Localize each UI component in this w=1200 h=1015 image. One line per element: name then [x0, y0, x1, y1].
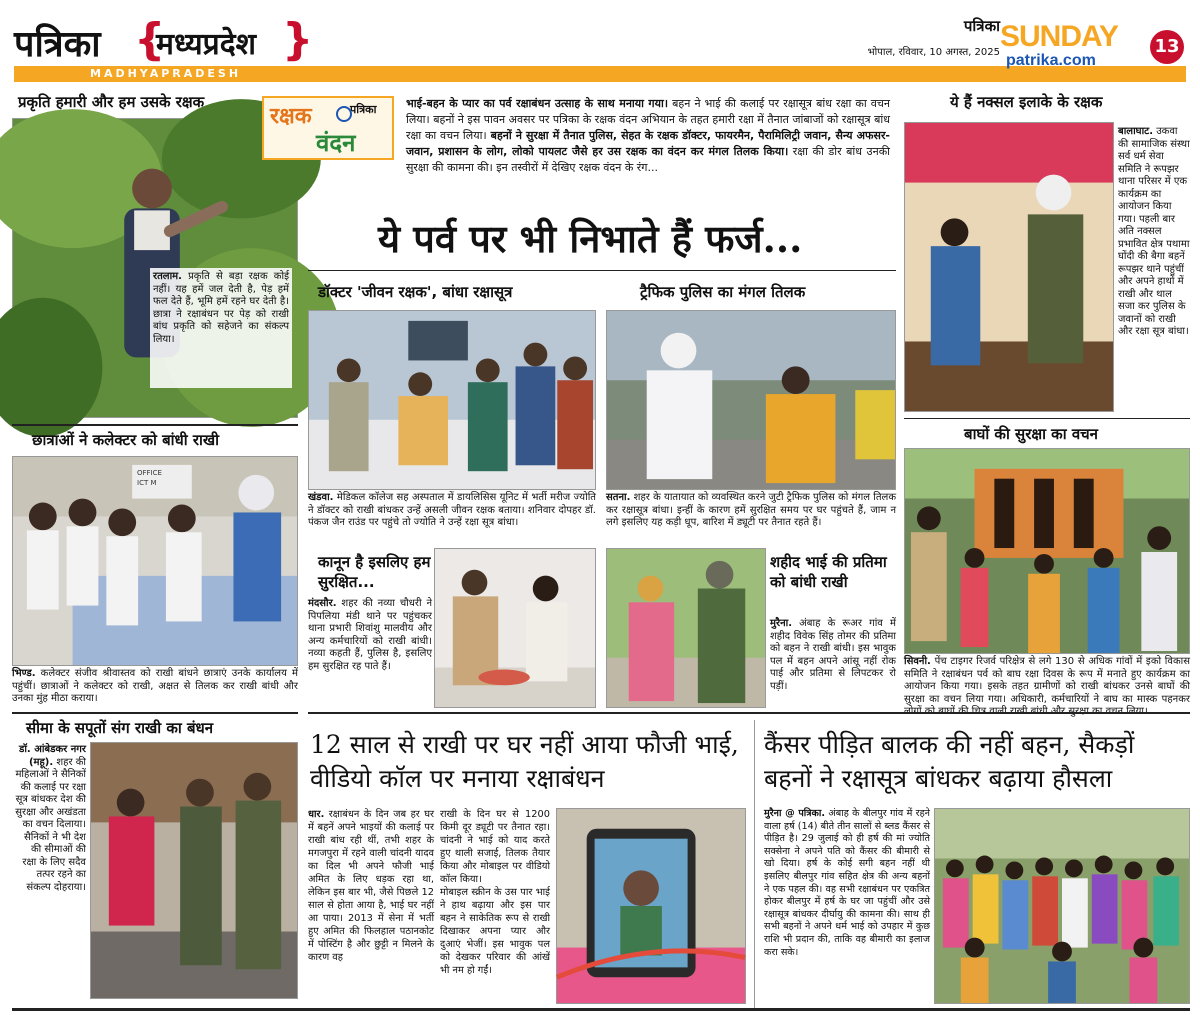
logo-brand: पत्रिका	[350, 103, 377, 116]
doctor-text: मेडिकल कॉलेज सह अस्पताल में डायलिसिस यूनिट में भर्ती मरीज ज्योति ने डॉक्टर को राखी बांधकर उन्हें असली जीवन रक्षक बताया। शनिवार दोपहर डॉ. पंकज जैन राउंड पर पहुंचे तो ज्योति ने उन्हें रक्षा सूत्र बांधा।	[308, 492, 596, 528]
collector-headline: छात्राओं ने कलेक्टर को बांधी राखी	[32, 431, 220, 449]
intro-body: बहन ने भाई की कलाई पर रक्षासूत्र बांध रक्षा का वचन लिया। बहनों ने इस पावन अवसर पर पत्रिका के रक्षक वंदन अभियान के तहत हमारी रक्षा में तैनात जांबाजों को रक्षासूत्र बांध रक्षा का वचन लिया।	[406, 97, 890, 142]
soldier-photo	[556, 808, 746, 1004]
tiger-place: सिवनी.	[904, 656, 931, 667]
divider	[308, 270, 896, 271]
traffic-place: सतना.	[606, 492, 631, 503]
collector-text: कलेक्टर संजीव श्रीवास्तव को राखी बांधने छात्राएं उनके कार्यालय में पहुंचीं। छात्राओं ने कलेक्टर को राखी, अक्षत से तिलक कर राखी बांधी और उनका मुंह मीठा कराया।	[12, 668, 298, 704]
doctor-caption	[308, 492, 596, 536]
intro-end: रक्षा की डोर बांध उनकी सुरक्षा की कामना की। इन तस्वीरों में देखिए रक्षक वंदन के रंग...	[406, 145, 890, 174]
divider-vertical	[754, 720, 755, 1010]
traffic-caption	[606, 492, 896, 536]
office-sign-2: ICT M	[137, 479, 157, 487]
nature-caption	[150, 268, 292, 388]
naxal-text: उकवा की सामाजिक संस्था सर्व धर्म सेवा समिति ने रूपझर थाना परिसर में एक कार्यक्रम का आयोजन किया गया। पहली बार अति नक्सल प्रभावित क्षेत्र पथामा घोंदी की बैगा बहनें रूपझर थाने पहुंचीं और अपने हाथों में राखी और थाल सजा कर पुलिस के जवानों को राखी और रक्षा सूत्र बांधा।	[1118, 126, 1190, 337]
martyr-title: शहीद भाई की प्रतिमा को बांधी राखी	[770, 553, 887, 591]
nature-text: प्रकृति से बड़ा रक्षक कोई नहीं। यह हमें जल देती है, पेड़ हमें फल देते हैं, भूमि हमें रहने घर देती है। छात्रा ने रक्षाबंधन पर पेड़ को राखी बांध प्रकृति को सहेजने का संकल्प लिया।	[153, 271, 289, 345]
law-photo	[434, 548, 596, 708]
naxal-photo	[904, 122, 1114, 412]
doctor-headline: डॉक्टर 'जीवन रक्षक', बांधा रक्षासूत्र	[318, 283, 513, 301]
paper-small: पत्रिका	[963, 17, 1000, 35]
doctor-place: खंडवा.	[308, 492, 334, 503]
traffic-headline: ट्रैफिक पुलिस का मंगल तिलक	[640, 283, 806, 301]
law-place: मंदसौर.	[308, 598, 337, 609]
law-title: कानून है इसलिए हम सुरक्षित...	[318, 553, 431, 591]
border-headline: सीमा के सपूतों संग राखी का बंधन	[26, 719, 214, 737]
divider	[12, 424, 298, 426]
logo-text-1: रक्षक	[270, 103, 312, 129]
divider	[308, 712, 1190, 714]
tiger-text: पेंच टाइगर रिजर्व परिक्षेत्र से लगे 130 से अधिक गांवों में इको विकास समिति ने रक्षाबंधन पर्व को बाघ रक्षा दिवस के रूप में मनाते हुए कार्यक्रम का आयोजन किया गया। इसके तहत ग्रामीणों को राखी बांधकर उनसे बाघों की सुरक्षा का वचन लिया गया। अधिकारी, कर्मचारियों ने बाघ का मास्क पहनकर	[904, 656, 1190, 705]
soldier-place: धार.	[308, 809, 325, 820]
logo-text-2: वंदन	[316, 128, 356, 157]
site-url: patrika.com	[1006, 52, 1096, 69]
martyr-place: मुरैना.	[770, 618, 793, 629]
tiger-caption	[904, 656, 1190, 710]
collector-caption	[12, 668, 298, 708]
law-caption	[308, 598, 432, 708]
nature-headline: प्रकृति हमारी और हम उसके रक्षक	[18, 93, 205, 111]
main-headline: ये पर्व पर भी निभाते हैं फर्ज...	[378, 216, 803, 261]
dateline: भोपाल, रविवार, 10 अगस्त, 2025	[867, 47, 1000, 58]
doctor-photo	[308, 310, 596, 490]
border-caption	[14, 744, 86, 999]
soldier-text-3: मोबाइल स्क्रीन के उस पार भाई ने हाथ बढ़ाया और इस पार बहन ने साकेतिक रूप से राखी दिखाकर अपना प्यार और दुआएं भेजीं। इस भावुक पल को देखकर परिवार की आंखें भी नम हो गईं।	[440, 887, 550, 976]
collector-photo	[12, 456, 298, 666]
intro-lead: भाई-बहन के प्यार का पर्व रक्षाबंधन उत्साह के साथ मनाया गया।	[406, 97, 669, 110]
border-photo	[90, 742, 298, 999]
soldier-title: 12 साल से राखी पर घर नहीं आया फौजी भाई, वीडियो कॉल पर मनाया रक्षाबंधन	[310, 730, 739, 793]
naxal-place: बालाघाट.	[1118, 126, 1154, 137]
tiger-photo	[904, 448, 1190, 654]
martyr-text: अंबाह के रूअर गांव में शहीद विवेक सिंह तोमर की प्रतिमा को बहन ने राखी बांधी। इस भावुक पल में बहन अपने आंसू नहीं रोक पाई और प्रतिमा से लिपटकर रो पड़ीं।	[770, 618, 896, 692]
soldier-headline	[310, 728, 750, 796]
edition-name: मध्यप्रदेश	[156, 27, 257, 62]
soldier-col-2	[440, 808, 550, 1004]
brand-name: पत्रिका	[14, 23, 101, 65]
divider	[904, 418, 1190, 419]
soldier-col-1	[308, 808, 434, 1004]
raksha-vandan-logo	[262, 96, 394, 160]
martyr-photo	[606, 548, 766, 708]
collector-place: भिण्ड.	[12, 668, 36, 679]
border-text: शहर की महिलाओं ने सैनिकों की कलाई पर रक्षा सूत्र बांधकर देश की सुरक्षा और अखंडता का वचन दिलाया। सैनिकों ने भी देश की सीमाओं की रक्षा के लिए सदैव तत्पर रहने का संकल्प दोहराया।	[15, 756, 86, 893]
sunday-logo: SUNDAY	[1000, 20, 1118, 53]
divider	[12, 712, 298, 714]
traffic-photo	[606, 310, 896, 490]
bottom-rule	[12, 1008, 1190, 1011]
chakra-icon	[336, 106, 352, 122]
nature-place: रतलाम.	[153, 271, 182, 282]
intro-text	[406, 96, 890, 206]
intro-bold: बहनों ने सुरक्षा में तैनात पुलिस, सेहत के रक्षक डॉक्टर, फायरमैन, पैरामिलिट्री जवान, सैन्य अफसर-जवान, प्रशासन के लोग, लोको पायलट जैसे हर उस रक्षक का वंदन कर मंगल तिलक किया।	[406, 129, 891, 158]
martyr-headline	[770, 552, 896, 592]
brace-left: {	[134, 14, 166, 65]
cancer-place: मुरैना @ पत्रिका.	[764, 808, 826, 819]
cancer-photo	[934, 808, 1190, 1004]
traffic-text: शहर के यातायात को व्यवस्थित करने जुटी ट्रैफिक पुलिस को मंगल तिलक कर रक्षासूत्र बांधा। इन्हीं के कारण हमें सुरक्षित समय पर घर पहुंचते हैं, जाम न लगे इसलिए यह कड़ी धूप, बारिश में ड्यूटी पर तैनात रहते हैं।	[606, 492, 896, 528]
soldier-text-1: रक्षाबंधन के दिन जब हर घर में बहनें अपने भाइयों की कलाई पर राखी बांध रही थीं, तभी शहर के मगजपुरा में रहने वाली चांदनी यादव का दिल भी अपने फौजी भाई अमित के लिए धड़क रहा था, लेकिन इस बार भी, जैसे पिछले 12 साल से होता आया है, भाई घर नहीं आ पाया। 2013 में सेना में भर्ती हुए अमित की फिलहाल पठानकोट में पोस्टिंग है और छुट्टी न मिलने के कारण वह	[308, 809, 434, 963]
law-headline	[318, 552, 440, 592]
cancer-headline	[764, 728, 1190, 796]
office-sign: OFFICE	[137, 469, 162, 477]
soldier-text-2: राखी के दिन घर से 1200 किमी दूर ड्यूटी पर तैनात रहा। चांदनी ने भाई को याद करते हुए थाली सजाई, तिलक तैयार किया और मोबाइल पर वीडियो कॉल किया।	[440, 809, 550, 885]
page-number: 13	[1150, 30, 1184, 64]
edition-english: MADHYAPRADESH	[90, 67, 242, 80]
cancer-caption	[764, 808, 930, 1004]
tiger-headline: बाघों की सुरक्षा का वचन	[964, 425, 1099, 443]
masthead	[0, 0, 1200, 88]
martyr-caption	[770, 618, 896, 708]
law-text: शहर की नव्या चौधरी ने पिपलिया मंडी थाने पर पहुंचकर थाना प्रभारी शिवांशु मालवीय और अन्य कर्मचारियों को राखी बांधी। नव्या कहती हैं, पुलिस है, इसलिए हम सुरक्षित रह पाते हैं।	[308, 598, 432, 672]
cancer-title: कैंसर पीड़ित बालक की नहीं बहन, सैकड़ों बहनों ने रक्षासूत्र बांधकर बढ़ाया हौसला	[764, 730, 1135, 793]
border-place: डॉ. आंबेडकर नगर (महू).	[18, 744, 86, 768]
naxal-headline: ये हैं नक्सल इलाके के रक्षक	[950, 93, 1103, 111]
cancer-text: अंबाह के बीलपुर गांव में रहने वाला हर्ष (14) बीते तीन सालों से ब्लड कैंसर से पीड़ित है। 29 जुलाई को ही हर्ष की मां ज्योति सक्सेना ने अपने पति को कैंसर की बीमारी से खो दिया। हर्ष के कोई सगी बहन नहीं थी इसलिए बीलपुर गांव सहित क्षेत्र की अन्य बहनों ने एक पहल की। वह सभी रक्षाबंधन पर एकत्रित होकर बीलपुर में हर्ष के घर जा पहुंचीं और उसे रक्षासूत्र बांधकर दीर्घायु की कामना की। साथ ही सभी बहनों ने अपने धर्म भाई को उपहार में कुछ राशि भी प्रदान की, ताकि वह बीमारी का इलाज करा सके।	[764, 808, 930, 958]
naxal-caption	[1118, 126, 1190, 416]
brace-right: }	[282, 14, 314, 65]
